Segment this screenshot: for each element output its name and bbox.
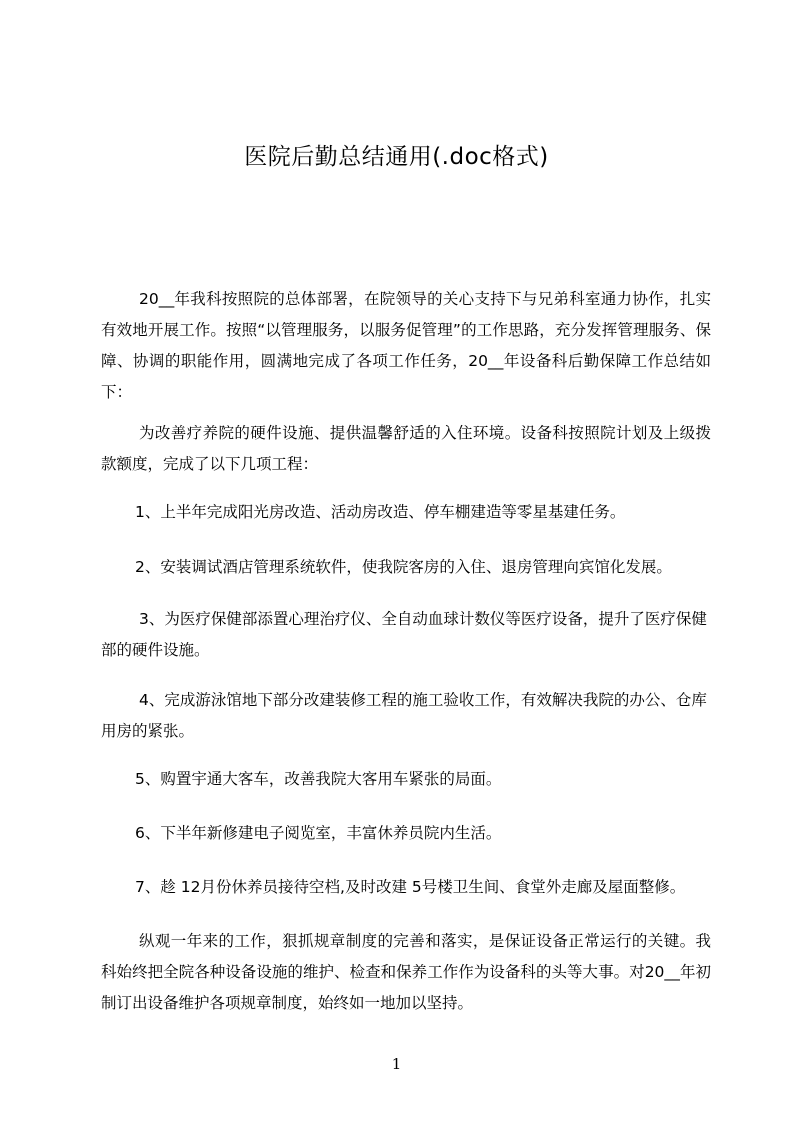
list-item-4: 4、完成游泳馆地下部分改建装修工程的施工验收工作，有效解决我院的办公、仓库用房的紧张。 (101, 691, 707, 740)
list-item-1: 1、上半年完成阳光房改造、活动房改造、停车棚建造等零星基建任务。 (135, 503, 626, 521)
paragraph-projects: 为改善疗养院的硬件设施、提供温馨舒适的入住环境。设备科按照院计划及上级拨款额度，完成了以下几项工程： (101, 424, 711, 473)
list-item-5: 5、购置宇通大客车，改善我院大客用车紧张的局面。 (135, 770, 502, 788)
list-item-3: 3、为医疗保健部添置心理治疗仪、全自动血球计数仪等医疗设备，提升了医疗保健部的硬件设施。 (101, 610, 707, 659)
list-item-6: 6、下半年新修建电子阅览室，丰富休养员院内生活。 (135, 824, 502, 842)
page-number: 1 (391, 1055, 402, 1073)
document-title: 医院后勤总结通用(.doc格式) (244, 144, 549, 170)
list-item-7: 7、趁 12月份休养员接待空档,及时改建 5号楼卫生间、食堂外走廊及屋面整修。 (135, 878, 686, 896)
paragraph-intro: 20__年我科按照院的总体部署，在院领导的关心支持下与兄弟科室通力协作，扎实有效地开展工作。按照“以管理服务，以服务促管理”的工作思路，充分发挥管理服务、保障、协调的职能作用，圆满地完成了各项工作任务，20__年设备科后勤保障工作总结如下： (101, 290, 711, 401)
paragraph-summary: 纵观一年来的工作，狠抓规章制度的完善和落实，是保证设备正常运行的关键。我科始终把全院各种设备设施的维护、检查和保养工作作为设备科的头等大事。对20__年初制订出设备维护各项规章制度，始终如一地加以坚持。 (101, 932, 711, 1012)
list-item-2: 2、安装调试酒店管理系统软件，使我院客房的入住、退房管理向宾馆化发展。 (135, 558, 672, 576)
